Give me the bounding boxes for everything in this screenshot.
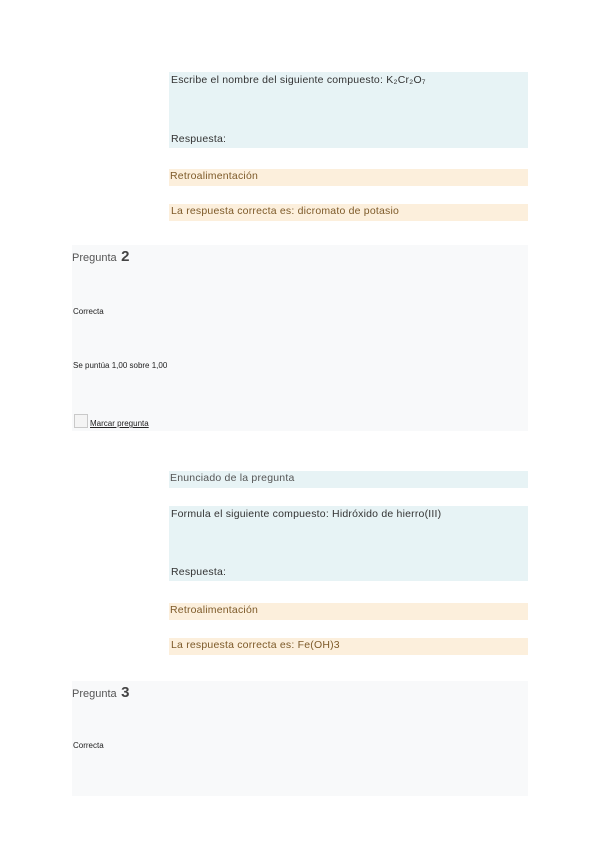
correct-answer: La respuesta correcta es: dicromato de potasio — [171, 205, 400, 217]
flag-question[interactable] — [74, 413, 149, 428]
feedback-heading-box — [169, 169, 528, 186]
flag-question-link[interactable]: Marcar pregunta — [90, 419, 149, 428]
question-prompt: Escribe el nombre del siguiente compuesto: K₂Cr₂O₇ — [171, 74, 426, 86]
question-grade: Se puntúa 1,00 sobre 1,00 — [73, 361, 168, 370]
flag-checkbox[interactable] — [74, 414, 88, 428]
feedback-heading-box — [169, 603, 528, 620]
question-prompt: Formula el siguiente compuesto: Hidróxido de hierro(III) — [171, 508, 442, 520]
question-info-panel — [72, 245, 528, 431]
answer-label: Respuesta: — [171, 133, 227, 145]
question-number-value: 2 — [121, 248, 130, 265]
feedback-heading: Retroalimentación — [170, 170, 259, 182]
question-statement-heading: Enunciado de la pregunta — [170, 472, 295, 484]
question-state: Correcta — [73, 741, 104, 750]
correct-answer: La respuesta correcta es: Fe(OH)3 — [171, 639, 340, 651]
question-text-box — [169, 72, 528, 148]
question-info-panel — [72, 681, 528, 796]
feedback-heading: Retroalimentación — [170, 604, 259, 616]
question-number — [72, 684, 129, 702]
question-text-box — [169, 506, 528, 581]
question-label: Pregunta — [72, 688, 117, 700]
question-statement-heading-box — [169, 471, 528, 488]
question-state: Correcta — [73, 307, 104, 316]
correct-answer-box — [169, 638, 528, 655]
correct-answer-box — [169, 204, 528, 221]
question-number-value: 3 — [121, 684, 130, 701]
question-label: Pregunta — [72, 252, 117, 264]
question-number — [72, 248, 129, 266]
answer-label: Respuesta: — [171, 566, 227, 578]
